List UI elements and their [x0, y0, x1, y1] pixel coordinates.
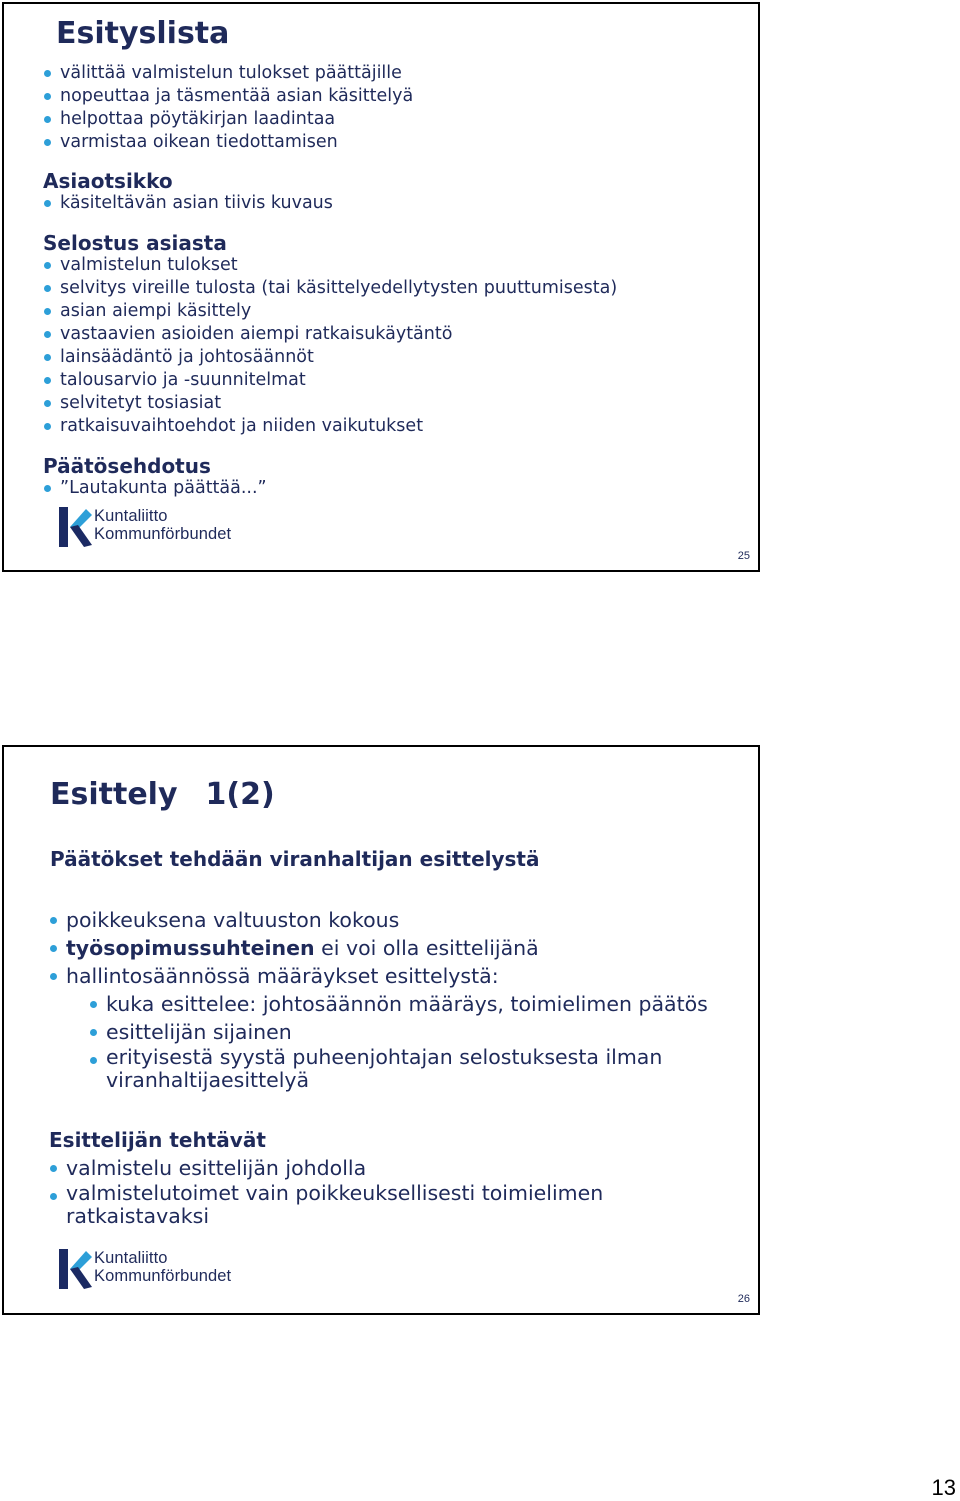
section-asiaotsikko — [43, 170, 748, 215]
bullet-icon — [50, 945, 57, 952]
list-item: valmistelutoimet vain poikkeuksellisesti toimielimen ratkaistavaksi — [49, 1182, 748, 1228]
bullet-icon — [50, 1165, 57, 1172]
bullet-icon — [44, 400, 51, 407]
slide-25: Esityslista välittää valmistelun tulokset päättäjille nopeuttaa ja täsmentää asian käsittelyä helpottaa pöytäkirjan laadintaa varmistaa oikean tiedottamisen Asiaotsikko käsiteltävän asian tiivis kuvaus Selostus asiasta valmistelun tulokset selvitys vireille tulosta (tai käsittelyedellytysten puuttumisesta) asian aiempi käsittely vastaavien asioiden aiempi ratkaisukäytäntö lainsäädäntö ja johtosäännöt talousarvio ja -suunnitelmat selvitetyt tosiasiat ratkaisuvaihtoehdot ja niiden vaikutukset Päätösehdotus ”Lautakunta päättää...” Kuntaliitto Kommunförbundet 25 — [2, 2, 760, 572]
bullet-icon — [90, 1057, 97, 1064]
list-item: selvitys vireille tulosta (tai käsittelyedellytysten puuttumisesta) — [43, 277, 748, 300]
bullet-icon — [50, 1193, 57, 1200]
list-item: välittää valmistelun tulokset päättäjille — [43, 62, 748, 85]
list-item: valmistelu esittelijän johdolla — [49, 1154, 748, 1182]
section-heading: Esittelijän tehtävät — [49, 1128, 266, 1152]
list-item: erityisestä syystä puheenjohtajan selostuksesta ilman viranhaltijaesittelyä — [89, 1046, 748, 1092]
list-item: valmistelun tulokset — [43, 254, 748, 277]
slide-subtitle: Päätökset tehdään viranhaltijan esittelystä — [50, 847, 540, 871]
list-item: poikkeuksena valtuuston kokous — [49, 906, 748, 934]
bullet-icon — [44, 423, 51, 430]
bullet-icon — [44, 377, 51, 384]
bullet-icon — [44, 139, 51, 146]
bullet-icon — [50, 917, 57, 924]
section-list — [49, 1154, 748, 1228]
bullet-icon — [44, 331, 51, 338]
list-item: hallintosäännössä määräykset esittelystä: — [49, 962, 748, 990]
slide-number: 25 — [737, 550, 750, 562]
list-item: työsopimussuhteinen ei voi olla esittelijänä — [49, 934, 748, 962]
list-item: nopeuttaa ja täsmentää asian käsittelyä — [43, 85, 748, 108]
nested-list — [89, 990, 748, 1092]
bullet-icon — [44, 354, 51, 361]
bullet-icon — [44, 200, 51, 207]
list-item: esittelijän sijainen — [89, 1018, 748, 1046]
kuntaliitto-logo-icon — [56, 507, 92, 547]
section-selostus — [43, 232, 748, 438]
bullet-icon — [44, 485, 51, 492]
list-item: käsiteltävän asian tiivis kuvaus — [43, 192, 748, 215]
esittely-list-section — [49, 906, 748, 1097]
list-item: vastaavien asioiden aiempi ratkaisukäytäntö — [43, 323, 748, 346]
list-item: varmistaa oikean tiedottamisen — [43, 131, 748, 154]
slide-title: Esittely 1(2) — [50, 777, 275, 812]
bullet-icon — [90, 1029, 97, 1036]
section-paatosehdotus — [43, 455, 748, 500]
list-item: talousarvio ja -suunnitelmat — [43, 369, 748, 392]
bullet-icon — [44, 93, 51, 100]
list-item: ratkaisuvaihtoehdot ja niiden vaikutukset — [43, 415, 748, 438]
bullet-icon — [44, 308, 51, 315]
section-list — [43, 477, 748, 500]
section-heading: Selostus asiasta — [43, 231, 227, 255]
section-heading: Asiaotsikko — [43, 169, 173, 193]
kuntaliitto-logo-icon — [56, 1249, 92, 1289]
bullet-icon — [44, 116, 51, 123]
list-item: kuka esittelee: johtosäännön määräys, toimielimen päätös — [89, 990, 748, 1018]
page-number: 13 — [931, 1475, 956, 1500]
section-list — [43, 254, 748, 438]
esittely-list — [49, 906, 748, 990]
bullet-icon — [90, 1001, 97, 1008]
slide-number: 26 — [737, 1293, 750, 1305]
list-item: lainsäädäntö ja johtosäännöt — [43, 346, 748, 369]
bullet-icon — [50, 973, 57, 980]
intro-section — [43, 62, 748, 154]
slide-26: Esittely 1(2) Päätökset tehdään viranhaltijan esittelystä poikkeuksena valtuuston kokous työsopimussuhteinen ei voi olla esittelijänä hallintosäännössä määräykset esittelystä: kuka esittelee: johtosäännön määräys, toimielimen päätös esittelijän sijainen erityisestä syystä puheenjohtajan selostuksesta ilman viranhaltijaesittelyä Esittelijän tehtävät valmistelu esittelijän johdolla valmistelutoimet vain poikkeuksellisesti toimielimen ratkaistavaksi Kuntaliitto Kommunförbundet 26 — [2, 745, 760, 1315]
section-list — [43, 192, 748, 215]
bullet-icon — [44, 70, 51, 77]
list-item: ”Lautakunta päättää...” — [43, 477, 748, 500]
slide-title: Esityslista — [56, 16, 230, 51]
bullet-icon — [44, 285, 51, 292]
list-item: asian aiempi käsittely — [43, 300, 748, 323]
esittelijan-tehtavat-section — [49, 1129, 748, 1233]
slide-title-number: 1(2) — [205, 777, 275, 812]
intro-list — [43, 62, 748, 154]
list-item: selvitetyt tosiasiat — [43, 392, 748, 415]
list-item: helpottaa pöytäkirjan laadintaa — [43, 108, 748, 131]
bullet-icon — [44, 262, 51, 269]
section-heading: Päätösehdotus — [43, 454, 211, 478]
